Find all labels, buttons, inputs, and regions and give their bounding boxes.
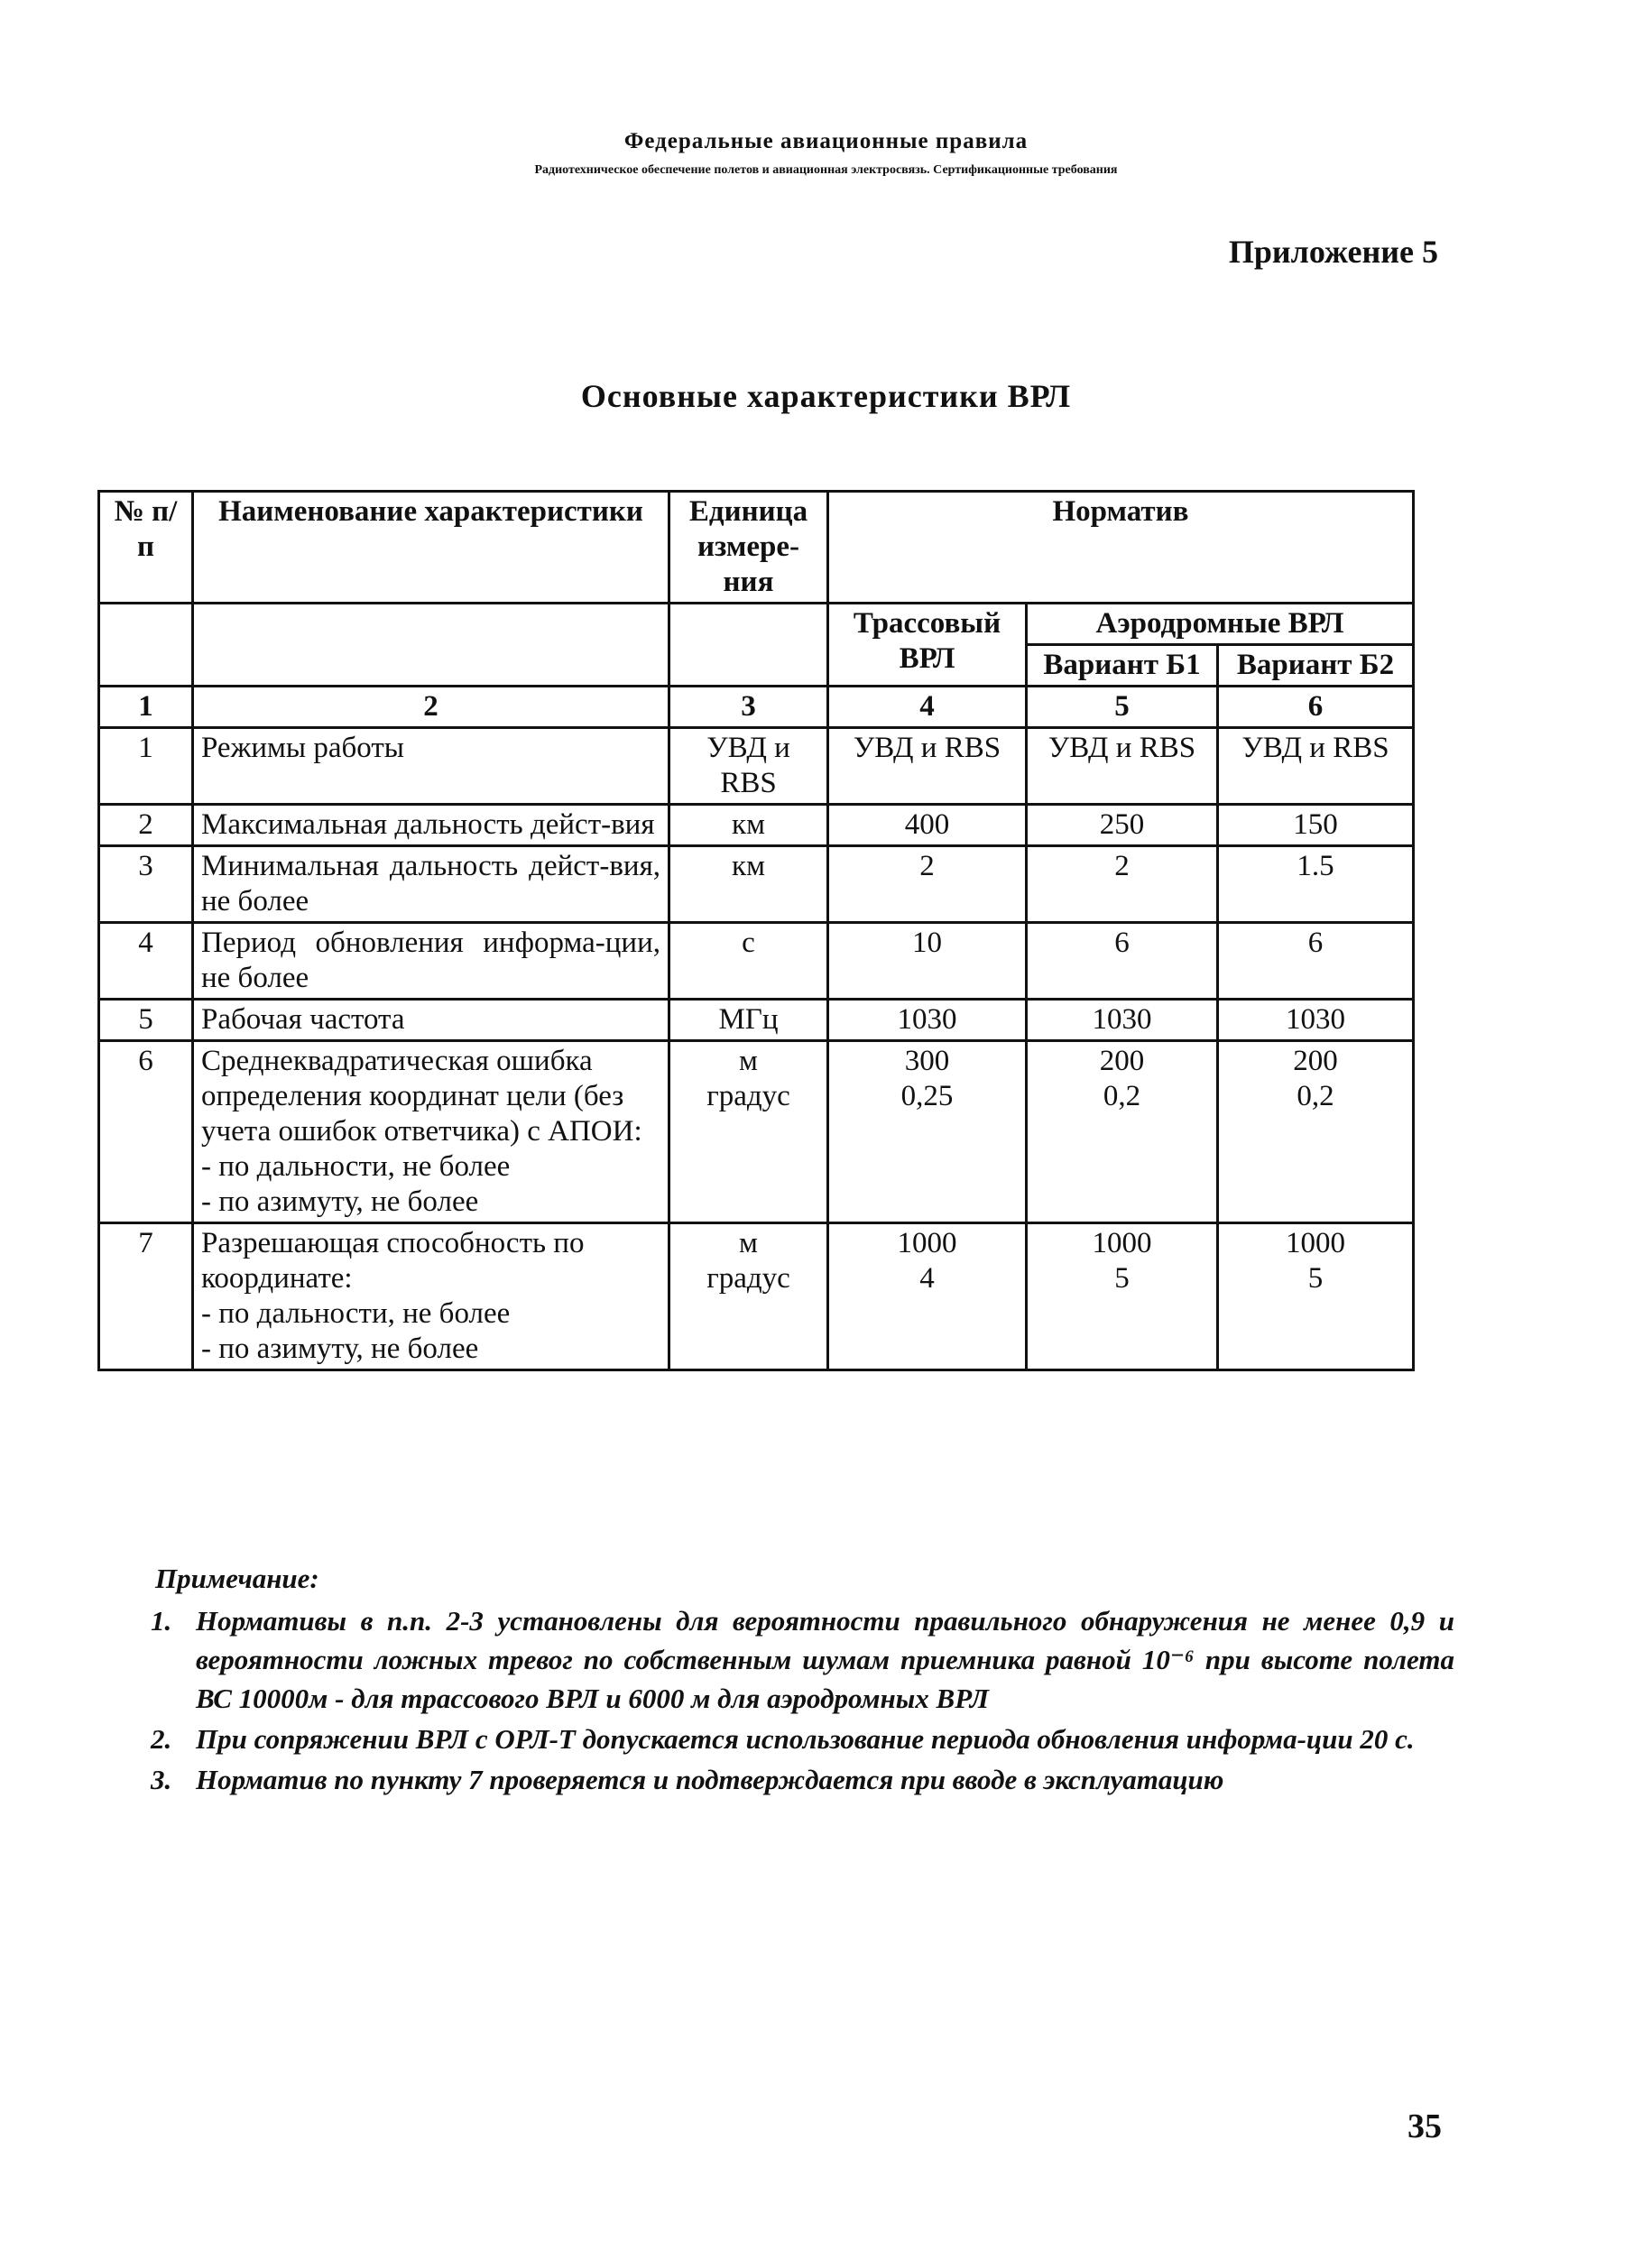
row-number: 7 [99, 1223, 193, 1370]
row-value-b2: 1000 [1286, 1227, 1345, 1259]
row-subitem: - по дальности, не более [201, 1150, 511, 1183]
row-unit: м [739, 1045, 758, 1077]
row-number: 2 [99, 805, 193, 846]
row-value-b1-cell [1027, 1041, 1218, 1223]
header-unit: Единица измере-ния [669, 492, 828, 604]
column-number: 5 [1027, 687, 1218, 728]
row-value-route: 4 [919, 1262, 935, 1295]
table-row [99, 1000, 1414, 1041]
header-row [99, 604, 1414, 645]
row-unit: км [669, 805, 828, 846]
document-subheader: Радиотехническое обеспечение полетов и авиационная электросвязь. Сертификационные требования [534, 163, 1118, 177]
row-value-b2: 150 [1218, 805, 1414, 846]
row-number: 4 [99, 923, 193, 1000]
row-name: Максимальная дальность дейст-вия [193, 805, 669, 846]
row-name: Разрешающая способность по координате: [201, 1227, 585, 1295]
appendix-label: Приложение 5 [1228, 234, 1438, 270]
row-unit: с [669, 923, 828, 1000]
page-title: Основные характеристики ВРЛ [580, 378, 1072, 414]
row-value-route-cell [828, 1223, 1027, 1370]
row-unit: МГц [669, 1000, 828, 1041]
row-value-b1-cell [1027, 1223, 1218, 1370]
note-number: 3. [151, 1764, 172, 1795]
row-number: 1 [99, 728, 193, 805]
row-unit: км [669, 846, 828, 923]
column-number: 4 [828, 687, 1027, 728]
row-value-route: 400 [828, 805, 1027, 846]
row-value-b1: УВД и RBS [1027, 728, 1218, 805]
row-value-route: 1030 [828, 1000, 1027, 1041]
row-value-b1: 200 [1099, 1045, 1145, 1077]
row-value-b1: 1030 [1027, 1000, 1218, 1041]
notes-section [151, 1559, 1454, 1799]
header-route-vrl: Трассовый ВРЛ [828, 604, 1027, 687]
row-name-cell [193, 1041, 669, 1223]
row-unit-cell [669, 1041, 828, 1223]
header-variant-b2: Вариант Б2 [1218, 645, 1414, 687]
row-value-route: 1000 [897, 1227, 957, 1259]
note-item [151, 1760, 1454, 1799]
header-name: Наименование характеристики [193, 492, 669, 604]
note-item [151, 1720, 1454, 1758]
row-value-b2: 5 [1307, 1262, 1324, 1295]
row-number: 3 [99, 846, 193, 923]
note-text: При сопряжении ВРЛ с ОРЛ-Т допускается использование периода обновления информа-ции 20 с. [196, 1723, 1415, 1755]
row-subitem: - по азимуту, не более [201, 1333, 479, 1365]
row-value-b2: 200 [1293, 1045, 1338, 1077]
row-value-b2: 1.5 [1218, 846, 1414, 923]
row-unit: градус [706, 1080, 790, 1112]
table-row [99, 728, 1414, 805]
row-value-route: 2 [828, 846, 1027, 923]
row-value-b1: 5 [1114, 1262, 1130, 1295]
column-number: 6 [1218, 687, 1414, 728]
row-name: Среднеквадратическая ошибка определения координат цели (без учета ошибок ответчика) с АПОИ: [201, 1045, 642, 1148]
row-value-b2: 0,2 [1297, 1080, 1334, 1112]
row-value-route-cell [828, 1041, 1027, 1223]
table-row [99, 846, 1414, 923]
row-value-b2: 6 [1218, 923, 1414, 1000]
note-number: 2. [151, 1723, 172, 1755]
table-row [99, 1041, 1414, 1223]
column-number-row [99, 687, 1414, 728]
row-value-b1: 6 [1027, 923, 1218, 1000]
row-number: 5 [99, 1000, 193, 1041]
header-norm: Норматив [828, 492, 1414, 604]
note-number: 1. [151, 1605, 172, 1637]
row-value-b2-cell [1218, 1223, 1414, 1370]
row-subitem: - по азимуту, не более [201, 1185, 479, 1218]
notes-heading: Примечание: [155, 1563, 319, 1594]
row-unit: м [739, 1227, 758, 1259]
note-text: Нормативы в п.п. 2-3 установлены для вероятности правильного обнаружения не менее 0,9 и вероятности ложных тревог по собственным шумам приемника равной 10⁻⁶ при высоте полета ВС 10000м - для трассового ВРЛ и 6000 м для аэродромных ВРЛ [196, 1605, 1454, 1714]
column-number: 1 [99, 687, 193, 728]
row-value-b1: 2 [1027, 846, 1218, 923]
characteristics-table [97, 490, 1415, 1371]
page-number: 35 [1407, 2107, 1442, 2145]
note-text: Норматив по пункту 7 проверяется и подтверждается при вводе в эксплуатацию [196, 1764, 1224, 1795]
row-unit-cell [669, 1223, 828, 1370]
header-row [99, 492, 1414, 604]
row-subitem: - по дальности, не более [201, 1297, 511, 1330]
row-value-b2-cell [1218, 1041, 1414, 1223]
table-row [99, 1223, 1414, 1370]
row-value-b2: 1030 [1218, 1000, 1414, 1041]
column-number: 3 [669, 687, 828, 728]
header-variant-b1: Вариант Б1 [1027, 645, 1218, 687]
document-header: Федеральные авиационные правила [623, 129, 1029, 153]
row-number: 6 [99, 1041, 193, 1223]
row-name-cell [193, 1223, 669, 1370]
row-name: Режимы работы [193, 728, 669, 805]
table-row [99, 805, 1414, 846]
row-unit: УВД и RBS [669, 728, 828, 805]
row-value-b2: УВД и RBS [1218, 728, 1414, 805]
row-value-b1: 0,2 [1103, 1080, 1141, 1112]
row-name: Период обновления информа-ции, не более [193, 923, 669, 1000]
row-name: Рабочая частота [193, 1000, 669, 1041]
row-name: Минимальная дальность дейст-вия, не более [193, 846, 669, 923]
table-row [99, 923, 1414, 1000]
header-aero-vrl: Аэродромные ВРЛ [1027, 604, 1414, 645]
row-value-route: УВД и RBS [828, 728, 1027, 805]
row-value-route: 10 [828, 923, 1027, 1000]
row-value-b1: 250 [1027, 805, 1218, 846]
row-value-b1: 1000 [1092, 1227, 1152, 1259]
note-item [151, 1601, 1454, 1718]
row-unit: градус [706, 1262, 790, 1295]
header-number: № п/п [99, 492, 193, 604]
row-value-route: 300 [904, 1045, 950, 1077]
row-value-route: 0,25 [900, 1080, 954, 1112]
column-number: 2 [193, 687, 669, 728]
